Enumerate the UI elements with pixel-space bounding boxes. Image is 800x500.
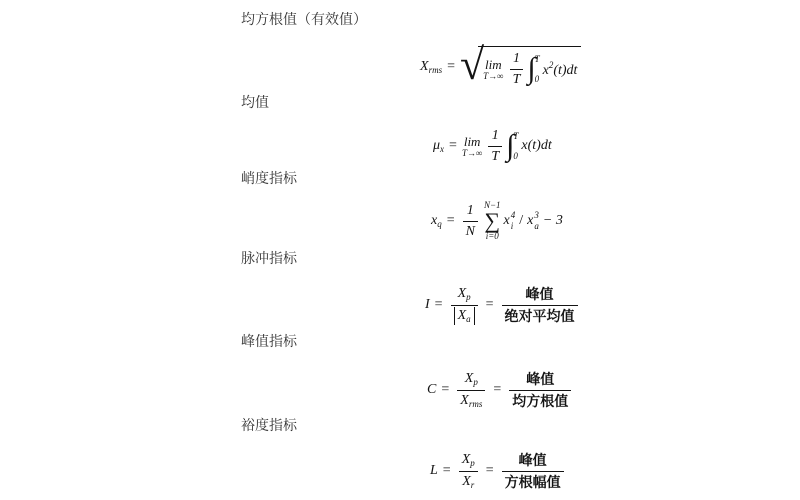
variable: x bbox=[527, 213, 534, 228]
subscript: rms bbox=[468, 398, 483, 409]
lim-text: lim bbox=[463, 133, 481, 149]
lower-limit: 0 bbox=[534, 74, 540, 84]
equals-sign: = bbox=[441, 382, 450, 397]
numerator: 峰值 bbox=[526, 371, 555, 388]
subscript: i bbox=[510, 221, 514, 231]
variable: X bbox=[457, 286, 467, 302]
integral-glyph: ∫ bbox=[506, 129, 515, 162]
denominator bbox=[457, 390, 485, 410]
integral-operator bbox=[527, 53, 539, 85]
denominator: T bbox=[510, 69, 524, 89]
upper-limit: T bbox=[513, 131, 519, 141]
formula-rms bbox=[420, 40, 581, 89]
equals-sign: = bbox=[442, 463, 451, 478]
integral-limits bbox=[535, 53, 540, 85]
variable: X bbox=[461, 452, 471, 468]
variable: X bbox=[462, 473, 471, 489]
integrand: x(t)dt bbox=[521, 138, 552, 153]
subscript: a bbox=[466, 313, 471, 324]
variable: X bbox=[464, 371, 474, 387]
lim-condition: T→∞ bbox=[461, 147, 483, 158]
superscript: 4 bbox=[510, 209, 516, 220]
denominator bbox=[459, 471, 478, 491]
fraction-chinese bbox=[502, 451, 564, 490]
formula-impulse-symbol: I bbox=[425, 297, 430, 312]
denominator: 绝对平均值 bbox=[502, 305, 578, 325]
equals-sign: = bbox=[493, 382, 502, 397]
minus-three: − 3 bbox=[542, 213, 563, 228]
sup-sub-stack bbox=[534, 210, 539, 233]
equals-sign: = bbox=[434, 297, 443, 312]
fraction bbox=[463, 202, 478, 240]
numerator bbox=[451, 285, 478, 304]
variable: X bbox=[457, 307, 467, 323]
equals-sign: = bbox=[446, 213, 455, 228]
formula-kurtosis bbox=[431, 201, 563, 241]
equals-sign: = bbox=[485, 463, 494, 478]
subscript: p bbox=[470, 458, 475, 469]
subscript: x bbox=[440, 144, 445, 154]
subscript: q bbox=[437, 219, 442, 229]
section-label-mean: 均值 bbox=[241, 94, 269, 110]
formula-crest bbox=[427, 368, 574, 412]
formula-crest-symbol: C bbox=[427, 382, 437, 397]
section-label-kurtosis: 峭度指标 bbox=[241, 170, 297, 186]
numerator: 1 bbox=[466, 203, 474, 218]
section-label-rms: 均方根值（有效值） bbox=[241, 11, 367, 27]
formula-rms-symbol bbox=[420, 59, 442, 75]
summation-operator bbox=[484, 201, 501, 241]
equals-sign: = bbox=[449, 138, 457, 153]
numerator: 峰值 bbox=[518, 452, 547, 469]
integral-limits bbox=[513, 130, 518, 162]
variable: X bbox=[460, 392, 469, 408]
subscript: a bbox=[534, 221, 539, 231]
fraction bbox=[510, 50, 524, 88]
limit-operator bbox=[483, 58, 503, 81]
variable: X bbox=[420, 59, 429, 74]
subscript: r bbox=[470, 479, 475, 490]
term-x3 bbox=[527, 210, 539, 233]
numerator: 1 bbox=[491, 128, 499, 143]
formula-mean-symbol bbox=[433, 138, 444, 154]
fraction-chinese bbox=[509, 370, 571, 409]
variable: x bbox=[431, 213, 438, 228]
lim-text: lim bbox=[485, 56, 502, 72]
fraction-symbolic bbox=[459, 451, 478, 491]
fraction-symbolic bbox=[451, 285, 478, 325]
numerator: 1 bbox=[512, 51, 520, 66]
differential: (t)dt bbox=[553, 62, 578, 78]
formula-kurtosis-symbol bbox=[431, 213, 442, 229]
denominator: 方根幅值 bbox=[502, 471, 564, 491]
variable: x bbox=[503, 213, 510, 228]
absolute-value bbox=[454, 307, 475, 325]
formula-impulse bbox=[425, 282, 581, 328]
denominator bbox=[451, 305, 478, 325]
section-label-impulse: 脉冲指标 bbox=[241, 250, 297, 266]
equals-sign: = bbox=[485, 297, 494, 312]
upper-limit: T bbox=[534, 54, 540, 64]
denominator: 均方根值 bbox=[509, 390, 571, 410]
upper-limit: N−1 bbox=[483, 200, 501, 211]
denominator: N bbox=[463, 221, 478, 241]
formula-margin-symbol: L bbox=[430, 463, 438, 478]
equals-sign: = bbox=[447, 59, 455, 74]
integrand bbox=[543, 60, 578, 79]
variable: x bbox=[542, 62, 549, 78]
limit-operator bbox=[462, 135, 482, 158]
numerator bbox=[457, 370, 485, 389]
radical-glyph: √ bbox=[459, 40, 485, 89]
fraction-chinese bbox=[502, 285, 578, 324]
numerator: 峰值 bbox=[525, 286, 554, 303]
superscript: 3 bbox=[534, 209, 539, 220]
sup-sub-stack bbox=[511, 210, 516, 233]
fraction bbox=[488, 127, 502, 165]
integral-glyph: ∫ bbox=[527, 52, 536, 85]
fraction-symbolic bbox=[457, 370, 485, 410]
sigma-glyph: ∑ bbox=[484, 208, 501, 234]
formula-margin bbox=[430, 449, 567, 493]
lower-limit: 0 bbox=[513, 151, 518, 161]
subscript: p bbox=[466, 292, 471, 303]
subscript: rms bbox=[428, 65, 443, 75]
section-label-margin: 裕度指标 bbox=[241, 417, 297, 433]
numerator bbox=[459, 451, 478, 470]
term-x4 bbox=[504, 210, 516, 233]
radicand bbox=[478, 46, 581, 88]
lower-limit: i=0 bbox=[485, 230, 499, 241]
denominator: T bbox=[488, 146, 502, 166]
variable: μ bbox=[433, 138, 441, 153]
lim-condition: T→∞ bbox=[483, 70, 504, 81]
formula-mean bbox=[433, 128, 552, 164]
superscript: 2 bbox=[548, 59, 554, 70]
square-root bbox=[459, 40, 581, 89]
division-slash: / bbox=[519, 213, 524, 228]
integral-operator bbox=[506, 130, 518, 162]
section-label-crest: 峰值指标 bbox=[241, 333, 297, 349]
subscript: p bbox=[473, 377, 478, 388]
